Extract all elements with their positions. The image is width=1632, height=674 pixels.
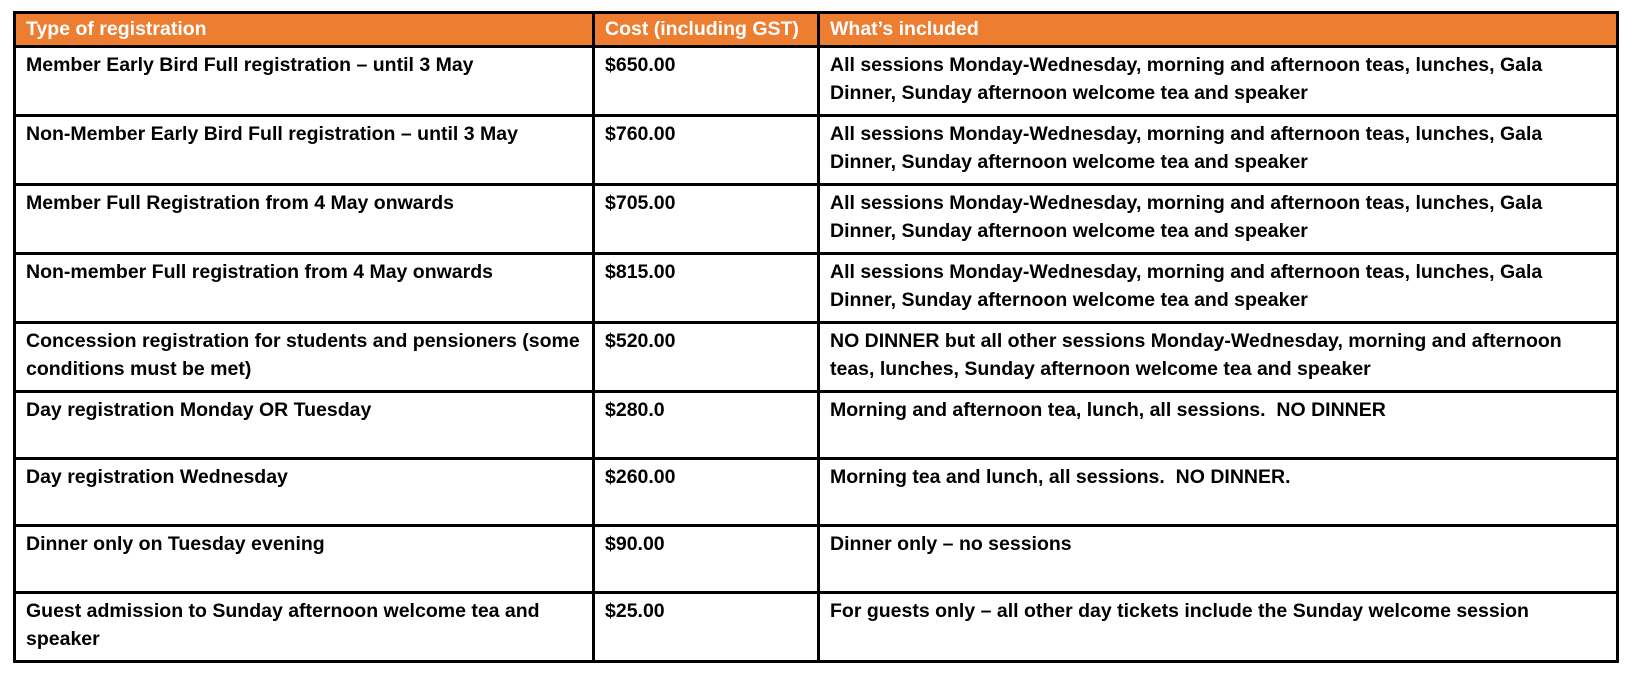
included-cell: For guests only – all other day tickets include the Sunday welcome session — [819, 593, 1618, 662]
table-row — [15, 526, 1618, 593]
cost-cell: $260.00 — [594, 459, 819, 526]
registration-type-cell: Non-Member Early Bird Full registration – until 3 May — [15, 116, 594, 185]
included-cell: All sessions Monday-Wednesday, morning and afternoon teas, lunches, Gala Dinner, Sunday afternoon welcome tea and speaker — [819, 185, 1618, 254]
included-cell: Morning and afternoon tea, lunch, all sessions. NO DINNER — [819, 392, 1618, 459]
registration-type-cell: Member Full Registration from 4 May onwards — [15, 185, 594, 254]
registration-type-cell: Dinner only on Tuesday evening — [15, 526, 594, 593]
included-cell: All sessions Monday-Wednesday, morning and afternoon teas, lunches, Gala Dinner, Sunday afternoon welcome tea and speaker — [819, 47, 1618, 116]
header-cost: Cost (including GST) — [594, 13, 819, 47]
included-cell: All sessions Monday-Wednesday, morning and afternoon teas, lunches, Gala Dinner, Sunday afternoon welcome tea and speaker — [819, 116, 1618, 185]
table-row — [15, 47, 1618, 116]
registration-type-cell: Concession registration for students and pensioners (some conditions must be met) — [15, 323, 594, 392]
registration-type-cell: Guest admission to Sunday afternoon welcome tea and speaker — [15, 593, 594, 662]
table-row — [15, 323, 1618, 392]
header-whats-included: What’s included — [819, 13, 1618, 47]
registration-type-cell: Member Early Bird Full registration – until 3 May — [15, 47, 594, 116]
included-cell: Morning tea and lunch, all sessions. NO DINNER. — [819, 459, 1618, 526]
registration-table-container — [13, 11, 1619, 663]
registration-type-cell: Non-member Full registration from 4 May onwards — [15, 254, 594, 323]
registration-type-cell: Day registration Monday OR Tuesday — [15, 392, 594, 459]
table-row — [15, 116, 1618, 185]
table-row — [15, 254, 1618, 323]
cost-cell: $760.00 — [594, 116, 819, 185]
cost-cell: $25.00 — [594, 593, 819, 662]
included-cell: All sessions Monday-Wednesday, morning and afternoon teas, lunches, Gala Dinner, Sunday afternoon welcome tea and speaker — [819, 254, 1618, 323]
cost-cell: $280.0 — [594, 392, 819, 459]
cost-cell: $520.00 — [594, 323, 819, 392]
included-cell: NO DINNER but all other sessions Monday-Wednesday, morning and afternoon teas, lunches, Sunday afternoon welcome tea and speaker — [819, 323, 1618, 392]
registration-type-cell: Day registration Wednesday — [15, 459, 594, 526]
cost-cell: $90.00 — [594, 526, 819, 593]
table-row — [15, 459, 1618, 526]
registration-fees-table — [13, 11, 1619, 663]
cost-cell: $815.00 — [594, 254, 819, 323]
cost-cell: $705.00 — [594, 185, 819, 254]
table-row — [15, 392, 1618, 459]
cost-cell: $650.00 — [594, 47, 819, 116]
table-row — [15, 185, 1618, 254]
table-row — [15, 593, 1618, 662]
table-header-row — [15, 13, 1618, 47]
included-cell: Dinner only – no sessions — [819, 526, 1618, 593]
header-type-of-registration: Type of registration — [15, 13, 594, 47]
